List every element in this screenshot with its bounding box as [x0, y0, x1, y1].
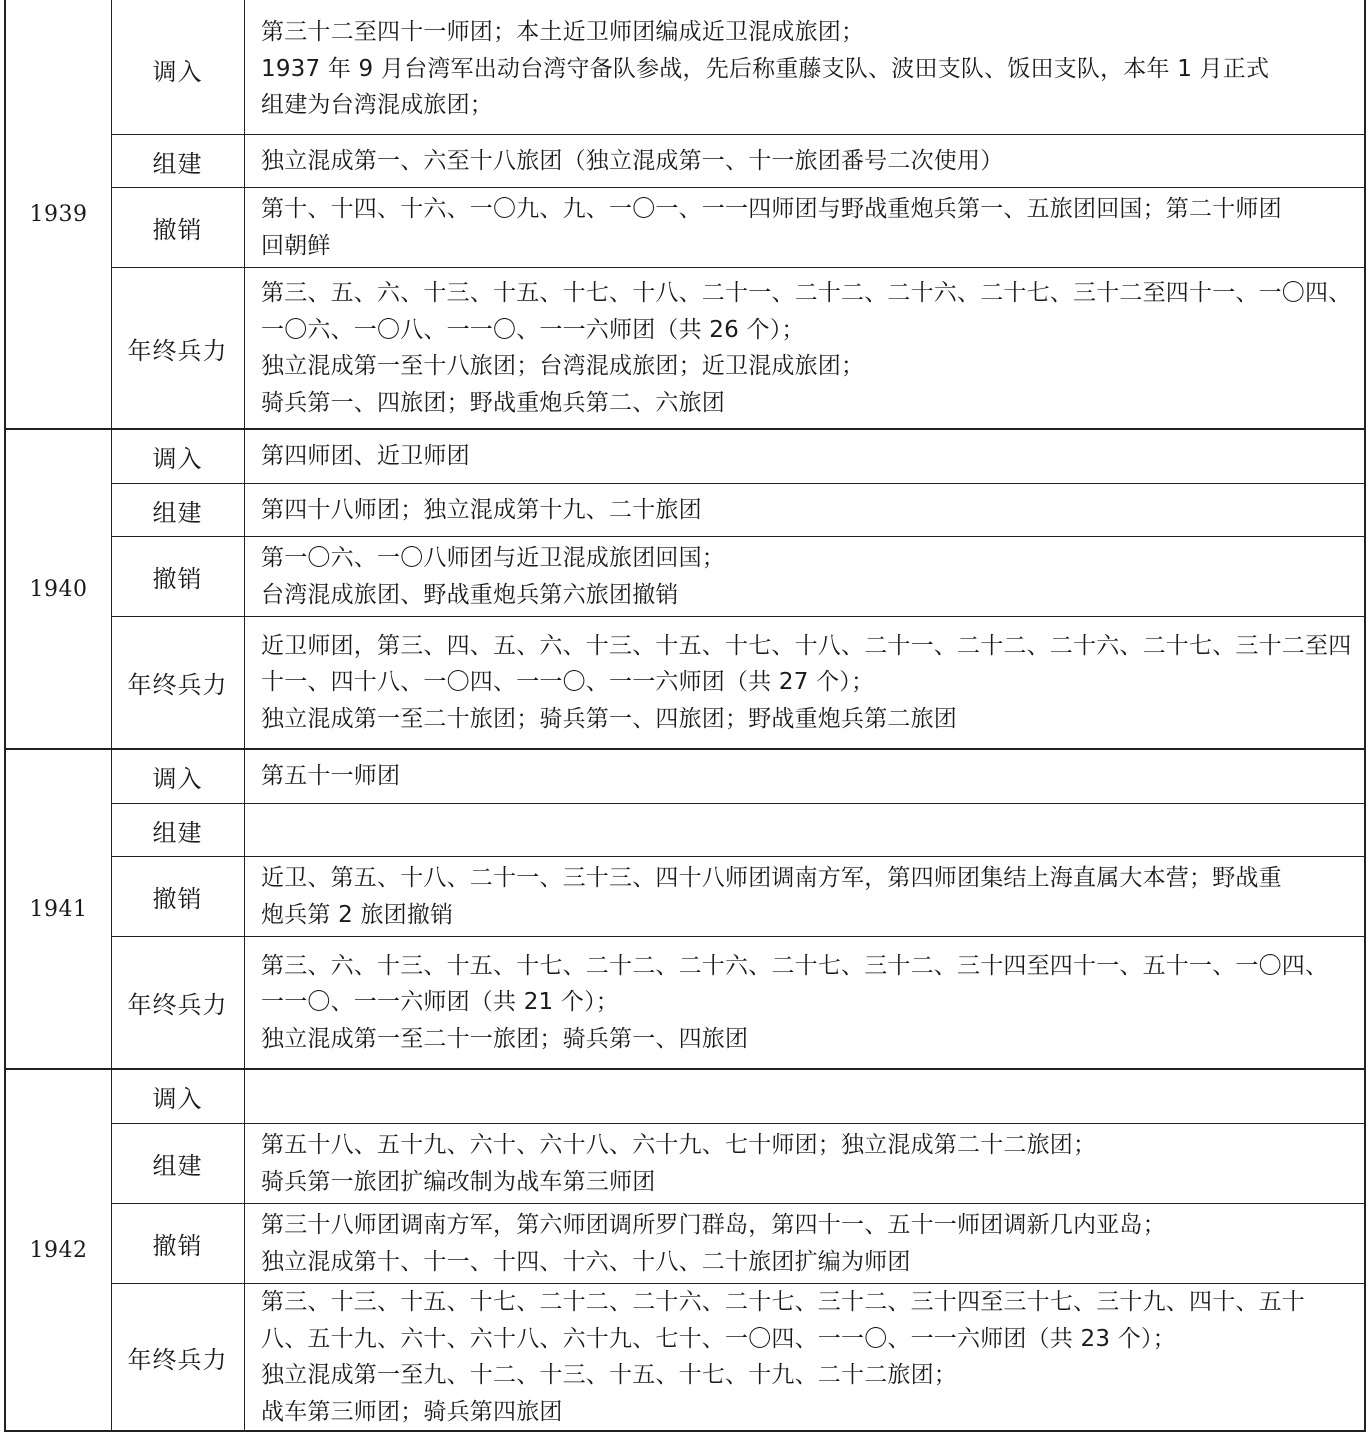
content-line: 1937 年 9 月台湾军出动台湾守备队参战，先后称重藤支队、波田支队、饭田支队，本年 1 月正式 — [261, 55, 1270, 82]
category-label: 组建 — [152, 818, 203, 847]
content-line: 第三、十三、十五、十七、二十二、二十六、二十七、三十二、三十四至三十七、三十九、四十、五十 — [261, 1289, 1305, 1315]
row-content — [244, 804, 1364, 856]
table-row — [111, 483, 1364, 536]
category-label: 组建 — [152, 498, 203, 527]
category-label: 调入 — [152, 445, 203, 473]
content-line: 一〇六、一〇八、一一〇、一一六师团（共 26 个）； — [261, 316, 805, 343]
content-line: 第四师团、近卫师团 — [261, 443, 470, 470]
content-line: 独立混成第一至十八旅团；台湾混成旅团；近卫混成旅团； — [261, 353, 865, 379]
content-line: 独立混成第一至九、十二、十三、十五、十七、十九、二十二旅团； — [261, 1362, 957, 1388]
content-line: 第三十八师团调南方军，第六师团调所罗门群岛，第四十一、五十一师团调新几内亚岛； — [261, 1212, 1166, 1238]
table-row — [111, 936, 1364, 1068]
content-line: 第三十二至四十一师团；本土近卫师团编成近卫混成旅团； — [261, 19, 865, 46]
year-label: 1940 — [29, 576, 88, 602]
category-label: 撤销 — [152, 216, 203, 244]
content-line: 炮兵第 2 旅团撤销 — [261, 901, 454, 928]
row-content — [244, 1284, 1364, 1430]
row-content — [244, 1070, 1364, 1123]
table-row — [111, 430, 1364, 483]
content-line: 骑兵第一旅团扩编改制为战车第三师团 — [261, 1168, 656, 1195]
row-content — [244, 937, 1364, 1068]
year-block-1940 — [6, 428, 1364, 748]
content-line: 战车第三师团；骑兵第四旅团 — [261, 1398, 563, 1425]
year-label: 1939 — [29, 201, 88, 227]
row-content — [244, 750, 1364, 803]
content-line: 第十、十四、十六、一〇九、九、一〇一、一一四师团与野战重炮兵第一、五旅团回国；第二十师团 — [261, 196, 1282, 222]
content-line: 独立混成第一至二十旅团；骑兵第一、四旅团；野战重炮兵第二旅团 — [261, 705, 957, 732]
content-line: 独立混成第十、十一、十四、十六、十八、二十旅团扩编为师团 — [261, 1248, 911, 1275]
content-line: 独立混成第一至二十一旅团；骑兵第一、四旅团 — [261, 1025, 749, 1052]
table-row — [111, 803, 1364, 856]
category-label: 年终兵力 — [127, 991, 228, 1019]
table-row — [111, 1203, 1364, 1283]
row-content — [244, 188, 1364, 267]
category-label: 撤销 — [152, 565, 203, 593]
table-row — [111, 856, 1364, 936]
table-row — [111, 134, 1364, 187]
content-line: 一一〇、一一六师团（共 21 个）； — [261, 989, 619, 1016]
table-row — [111, 750, 1364, 803]
content-line: 回朝鲜 — [261, 232, 331, 259]
category-label: 组建 — [152, 1152, 203, 1180]
category-label: 年终兵力 — [127, 671, 228, 699]
content-line: 近卫师团，第三、四、五、六、十三、十五、十七、十八、二十一、二十二、二十六、二十七、三十二至四 — [261, 632, 1352, 659]
table-row — [111, 1123, 1364, 1203]
content-line: 十一、四十八、一〇四、一一〇、一一六师团（共 27 个）； — [261, 669, 875, 696]
table-row — [111, 267, 1364, 428]
year-label: 1941 — [29, 896, 88, 922]
content-line: 骑兵第一、四旅团；野战重炮兵第二、六旅团 — [261, 389, 725, 416]
category-label: 年终兵力 — [127, 1345, 228, 1374]
content-line: 第四十八师团；独立混成第十九、二十旅团 — [261, 496, 702, 523]
year-block-1942 — [6, 1068, 1364, 1430]
category-label: 撤销 — [152, 885, 203, 913]
content-line: 近卫、第五、十八、二十一、三十三、四十八师团调南方军，第四师团集结上海直属大本营；野战重 — [261, 865, 1282, 891]
content-line: 第五十八、五十九、六十、六十八、六十九、七十师团；独立混成第二十二旅团； — [261, 1132, 1097, 1158]
row-content — [244, 430, 1364, 483]
row-content — [244, 268, 1364, 428]
content-line: 独立混成第一、六至十八旅团（独立混成第一、十一旅团番号二次使用） — [261, 147, 1004, 174]
table-row — [111, 187, 1364, 267]
year-label: 1942 — [29, 1237, 88, 1263]
row-content — [244, 4, 1364, 134]
category-label: 调入 — [152, 57, 203, 86]
table-row — [111, 1283, 1364, 1430]
category-label: 调入 — [152, 765, 203, 793]
category-label: 年终兵力 — [127, 336, 228, 365]
table-row — [111, 616, 1364, 748]
row-content — [244, 1124, 1364, 1203]
content-line: 台湾混成旅团、野战重炮兵第六旅团撤销 — [261, 581, 679, 608]
row-content — [244, 1204, 1364, 1283]
content-line: 第五十一师团 — [261, 763, 401, 790]
category-label: 组建 — [152, 149, 203, 178]
content-line: 组建为台湾混成旅团； — [261, 92, 493, 119]
content-line: 第三、五、六、十三、十五、十七、十八、二十一、二十二、二十六、二十七、三十二至四十一、一〇四、 — [261, 280, 1352, 306]
row-content — [244, 537, 1364, 616]
row-content — [244, 617, 1364, 748]
table-row — [111, 1070, 1364, 1123]
content-line: 第三、六、十三、十五、十七、二十二、二十六、二十七、三十二、三十四至四十一、五十一、一〇四、 — [261, 952, 1329, 979]
row-content — [244, 484, 1364, 536]
troop-table — [4, 0, 1366, 1432]
category-label: 撤销 — [152, 1232, 203, 1260]
year-block-1941 — [6, 748, 1364, 1068]
content-line: 八、五十九、六十、六十八、六十九、七十、一〇四、一一〇、一一六师团（共 23 个）； — [261, 1325, 1176, 1352]
row-content — [244, 135, 1364, 187]
table-row — [111, 4, 1364, 134]
year-block-1939 — [6, 0, 1364, 428]
row-content — [244, 857, 1364, 936]
content-line: 第一〇六、一〇八师团与近卫混成旅团回国； — [261, 545, 725, 571]
category-label: 调入 — [152, 1085, 203, 1113]
table-row — [111, 536, 1364, 616]
